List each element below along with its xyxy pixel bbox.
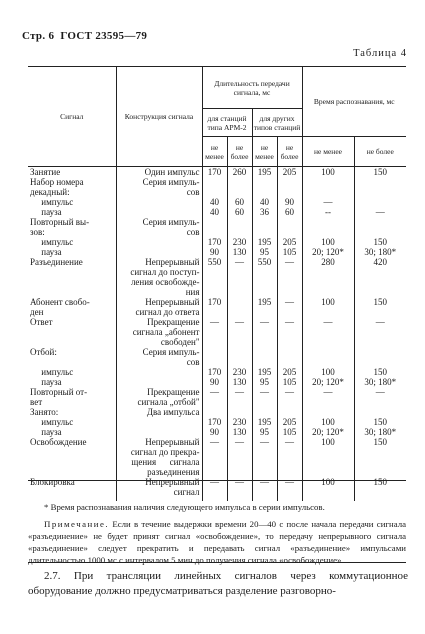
standard-code: ГОСТ 23595—79 (60, 30, 148, 42)
value-cell (202, 407, 227, 417)
value-cell: 20; 120* (302, 247, 354, 257)
value-cell: 230 (227, 237, 252, 247)
value-cell (202, 217, 227, 237)
signal-cell: Набор номера декадный: (30, 177, 84, 197)
section-rule (28, 562, 406, 563)
table-row (28, 417, 406, 427)
value-cell (354, 177, 406, 197)
value-cell: — (277, 317, 302, 347)
value-cell: 170 (202, 367, 227, 377)
signal-cell: импульс (30, 417, 74, 427)
value-cell: 195 (252, 167, 277, 178)
construction-cell: Непрерывный сигнал (116, 477, 202, 501)
value-cell: 100 (302, 167, 354, 178)
value-cell: — (277, 387, 302, 407)
value-cell: 170 (202, 417, 227, 427)
col-arm-min: не менее (202, 137, 227, 167)
table-row (28, 207, 406, 217)
value-cell: 95 (252, 427, 277, 437)
value-cell: 205 (277, 237, 302, 247)
col-arm-max: не более (227, 137, 252, 167)
value-cell: 170 (202, 297, 227, 317)
signal-cell: Повторный от- вет (30, 387, 88, 407)
value-cell: — (302, 197, 354, 207)
value-cell: 260 (227, 167, 252, 178)
construction-cell: Прекращение сигнала „абонент свободен" (116, 317, 202, 347)
value-cell: 195 (252, 297, 277, 317)
construction-cell (116, 367, 202, 377)
value-cell (354, 347, 406, 367)
signal-cell: Отбой: (30, 347, 57, 357)
value-cell: 30; 180* (354, 377, 406, 387)
page-header (22, 30, 147, 42)
value-cell: 40 (252, 197, 277, 207)
table-row (28, 437, 406, 477)
construction-cell: Прекращение сигнала „отбой" (116, 387, 202, 407)
table-row (28, 247, 406, 257)
value-cell: 150 (354, 237, 406, 247)
col-signal: Сигнал (28, 67, 116, 167)
value-cell: 195 (252, 237, 277, 247)
value-cell: 60 (277, 207, 302, 217)
col-recognition: Время распознавания, мс (302, 67, 406, 137)
value-cell: 36 (252, 207, 277, 217)
value-cell: 100 (302, 297, 354, 317)
value-cell: — (202, 387, 227, 407)
value-cell: — (277, 477, 302, 501)
signal-cell: импульс (30, 197, 74, 207)
value-cell: 105 (277, 427, 302, 437)
construction-cell (116, 247, 202, 257)
value-cell: 550 (202, 257, 227, 297)
value-cell (227, 177, 252, 197)
value-cell: — (252, 437, 277, 477)
construction-cell: Один импульс (116, 167, 202, 178)
table-row (28, 257, 406, 297)
value-cell: 150 (354, 417, 406, 427)
value-cell: — (227, 317, 252, 347)
note-text: Если в течение выдержки времени 20—40 с после начала передачи сигнала «разъединение» не будет принят сигнал «освобождение», то передачу непрерывного сигнала «разъединение» следует прекратить и передавать сигнал «разъединение» импульсами длительностью 1000 мс с интервалом 5 мин до получения сигнала «освобождение». (28, 519, 406, 565)
value-cell: 150 (354, 297, 406, 317)
signal-cell: Повторный вы- зов: (30, 217, 90, 237)
col-rec-max: не более (354, 137, 406, 167)
table-row (28, 317, 406, 347)
value-cell: — (227, 387, 252, 407)
signals-table (28, 66, 406, 501)
value-cell (354, 407, 406, 417)
construction-cell: Непрерывный сигнал до прекра- щения сигнала разъединения (116, 437, 202, 477)
construction-cell (116, 207, 202, 217)
value-cell: — (202, 477, 227, 501)
value-cell (277, 177, 302, 197)
value-cell: -- (302, 207, 354, 217)
value-cell: 230 (227, 367, 252, 377)
value-cell: 95 (252, 377, 277, 387)
value-cell: 105 (277, 247, 302, 257)
value-cell: — (354, 317, 406, 347)
value-cell: 130 (227, 247, 252, 257)
table-row (28, 197, 406, 207)
table-row (28, 427, 406, 437)
value-cell: 130 (227, 377, 252, 387)
signal-cell: пауза (30, 427, 62, 437)
value-cell (227, 217, 252, 237)
table-row (28, 167, 406, 178)
footnote: * Время распознавания наличия следующего импульса в серии импульсов. (44, 502, 325, 512)
page-number: Стр. 6 (22, 30, 55, 42)
value-cell: — (227, 477, 252, 501)
construction-cell: Серия импуль- сов (116, 177, 202, 197)
table-row (28, 297, 406, 317)
construction-cell: Непрерывный сигнал до поступ- ления освобожде- ния (116, 257, 202, 297)
table-row (28, 387, 406, 407)
value-cell: 420 (354, 257, 406, 297)
value-cell: — (354, 207, 406, 217)
table-title: Таблица 4 (353, 48, 407, 59)
value-cell (354, 197, 406, 207)
table-row (28, 177, 406, 197)
construction-cell: Серия импуль- сов (116, 347, 202, 367)
value-cell: 205 (277, 417, 302, 427)
value-cell (302, 407, 354, 417)
value-cell: 90 (202, 427, 227, 437)
value-cell (252, 347, 277, 367)
table-row (28, 367, 406, 377)
value-cell (277, 217, 302, 237)
table-bottom-rule (28, 480, 406, 481)
table-row (28, 377, 406, 387)
value-cell (202, 177, 227, 197)
value-cell: — (252, 477, 277, 501)
note (28, 518, 406, 566)
signal-cell: Освобождение (30, 437, 87, 447)
value-cell (227, 347, 252, 367)
construction-cell: Два импульса (116, 407, 202, 417)
value-cell (202, 347, 227, 367)
col-other-max: не более (277, 137, 302, 167)
value-cell: 90 (202, 247, 227, 257)
signal-cell: пауза (30, 377, 62, 387)
value-cell: 30; 180* (354, 247, 406, 257)
value-cell: — (252, 317, 277, 347)
value-cell: 150 (354, 367, 406, 377)
construction-cell: Непрерывный сигнал до ответа (116, 297, 202, 317)
value-cell: 130 (227, 427, 252, 437)
value-cell: 100 (302, 417, 354, 427)
col-rec-min: не менее (302, 137, 354, 167)
value-cell: 20; 120* (302, 377, 354, 387)
table-row (28, 217, 406, 237)
value-cell (302, 347, 354, 367)
construction-cell: Серия импуль- сов (116, 217, 202, 237)
value-cell: 170 (202, 237, 227, 247)
table-row (28, 347, 406, 367)
note-label: Примечание. (44, 519, 110, 529)
value-cell (227, 407, 252, 417)
value-cell: 100 (302, 367, 354, 377)
table-row (28, 407, 406, 417)
paragraph-2-7: 2.7. При трансляции линейных сигналов через коммутационное оборудование должно предусматриваться разделение разговорно- (28, 570, 408, 597)
construction-cell (116, 417, 202, 427)
value-cell: 550 (252, 257, 277, 297)
value-cell: 205 (277, 367, 302, 377)
value-cell: 195 (252, 367, 277, 377)
value-cell (277, 347, 302, 367)
signal-cell: пауза (30, 247, 62, 257)
value-cell: 40 (202, 207, 227, 217)
value-cell (302, 217, 354, 237)
value-cell (252, 177, 277, 197)
value-cell: 90 (277, 197, 302, 207)
construction-cell (116, 237, 202, 247)
signal-cell: Разъединение (30, 257, 83, 267)
table-row (28, 237, 406, 247)
value-cell: 195 (252, 417, 277, 427)
col-other: для других типов станций (252, 109, 302, 137)
construction-cell (116, 427, 202, 437)
signal-cell: импульс (30, 237, 74, 247)
value-cell: 90 (202, 377, 227, 387)
signal-cell: Занятие (30, 167, 61, 177)
value-cell: 95 (252, 247, 277, 257)
value-cell: — (302, 387, 354, 407)
col-construction: Конструкция сигнала (116, 67, 202, 167)
value-cell: 230 (227, 417, 252, 427)
value-cell: 150 (354, 437, 406, 477)
signal-cell: Занято: (30, 407, 59, 417)
value-cell: 60 (227, 197, 252, 207)
value-cell: 170 (202, 167, 227, 178)
value-cell (252, 407, 277, 417)
col-other-min: не менее (252, 137, 277, 167)
value-cell: — (277, 297, 302, 317)
col-duration-group: Длительность передачи сигнала, мс (202, 67, 302, 109)
col-arm: для станций типа АРМ-2 (202, 109, 252, 137)
signal-cell: пауза (30, 207, 62, 217)
construction-cell (116, 377, 202, 387)
signal-cell: Абонент свобо- ден (30, 297, 90, 317)
value-cell: — (227, 437, 252, 477)
value-cell: — (202, 317, 227, 347)
value-cell (302, 177, 354, 197)
value-cell: — (354, 387, 406, 407)
value-cell: 20; 120* (302, 427, 354, 437)
value-cell: 100 (302, 437, 354, 477)
value-cell (277, 407, 302, 417)
value-cell: — (277, 437, 302, 477)
value-cell: 30; 180* (354, 427, 406, 437)
value-cell (252, 217, 277, 237)
construction-cell (116, 197, 202, 207)
value-cell: — (227, 257, 252, 297)
value-cell (354, 217, 406, 237)
value-cell: 205 (277, 167, 302, 178)
value-cell: 105 (277, 377, 302, 387)
value-cell: 40 (202, 197, 227, 207)
value-cell: 100 (302, 477, 354, 501)
value-cell: 280 (302, 257, 354, 297)
signal-cell: Блокировка (30, 477, 75, 487)
value-cell: — (252, 387, 277, 407)
value-cell: — (302, 317, 354, 347)
value-cell: 150 (354, 477, 406, 501)
value-cell: 60 (227, 207, 252, 217)
value-cell (227, 297, 252, 317)
signal-cell: Ответ (30, 317, 53, 327)
value-cell: — (277, 257, 302, 297)
value-cell: 150 (354, 167, 406, 178)
value-cell: — (202, 437, 227, 477)
value-cell: 100 (302, 237, 354, 247)
signal-cell: импульс (30, 367, 74, 377)
